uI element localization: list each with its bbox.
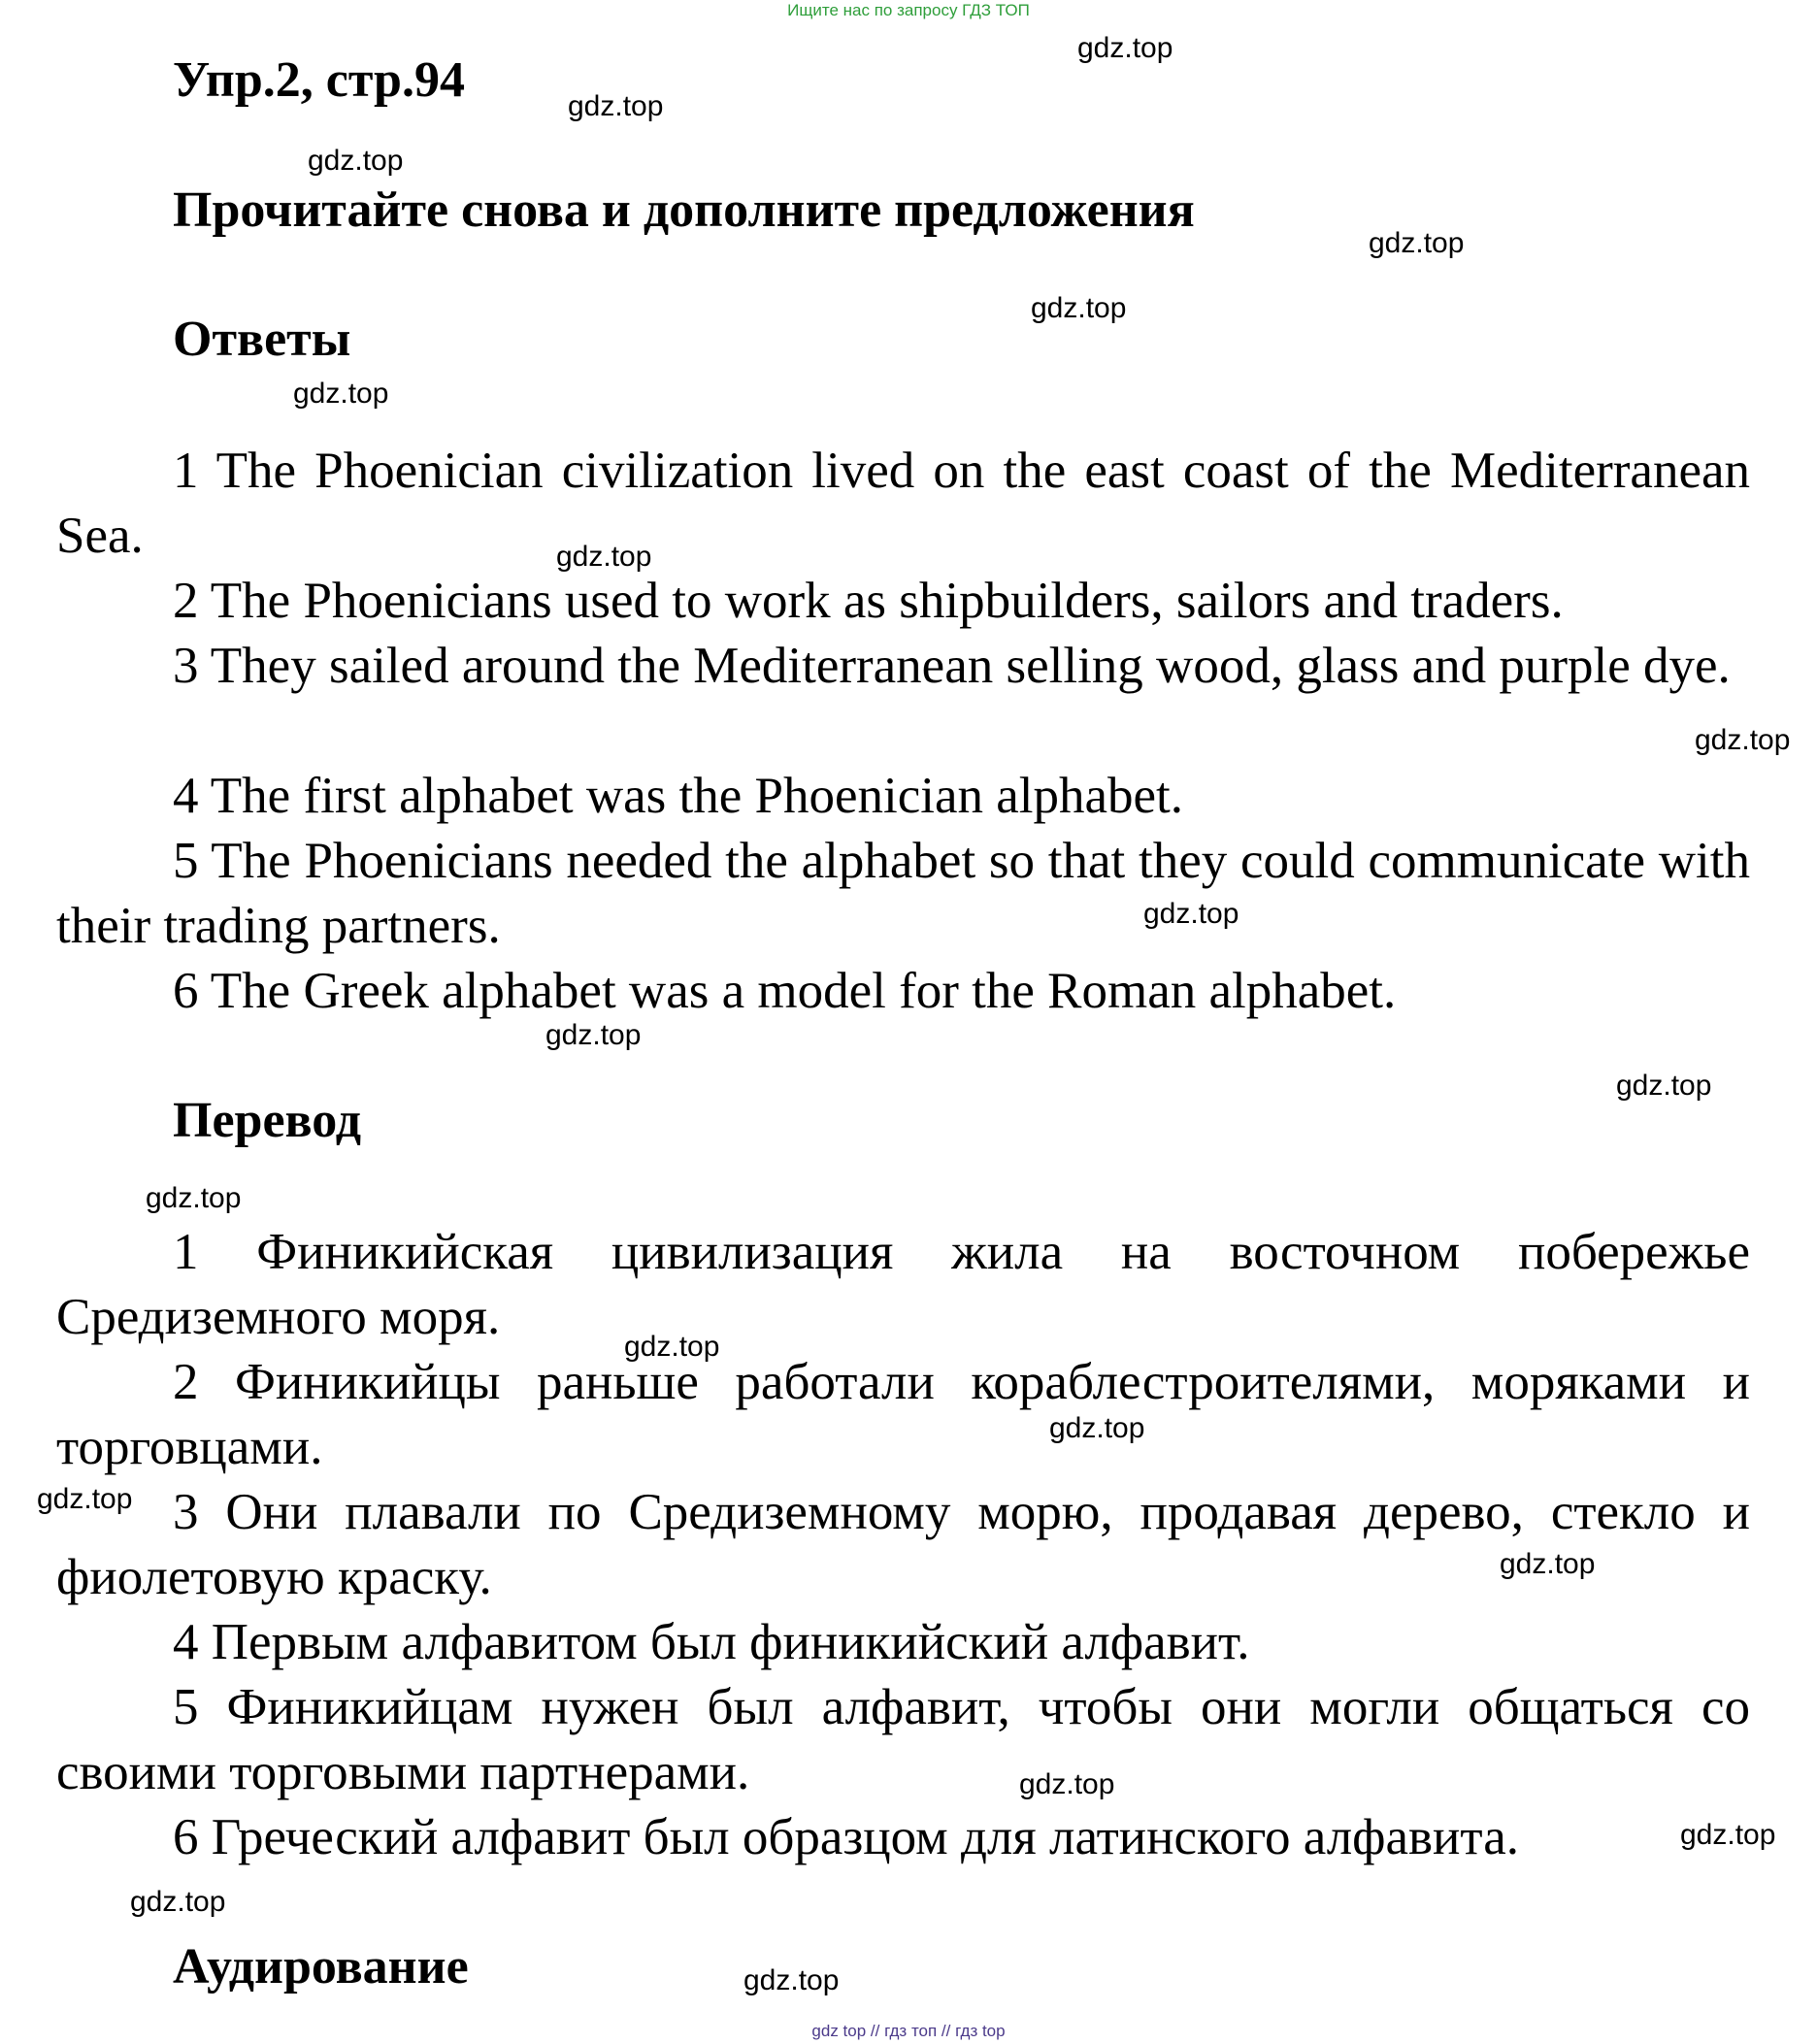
watermark: gdz.top: [1500, 1548, 1596, 1580]
top-banner-link[interactable]: Ищите нас по запросу ГДЗ ТОП: [787, 1, 1030, 19]
watermark: gdz.top: [568, 90, 664, 122]
answer-item: 6 The Greek alphabet was a model for the Roman alphabet.: [173, 963, 1397, 1019]
listening-heading: Аудирование: [173, 1939, 469, 1995]
answer-item: 2 The Phoenicians used to work as shipbuilders, sailors and traders.: [173, 573, 1564, 629]
answer-item: 4 The first alphabet was the Phoenician alphabet.: [173, 768, 1184, 824]
watermark: gdz.top: [146, 1182, 242, 1214]
answer-item: 3 They sailed around the Mediterranean selling wood, glass and purple dye.: [173, 638, 1731, 694]
watermark: gdz.top: [1049, 1412, 1145, 1444]
watermark: gdz.top: [1680, 1819, 1776, 1851]
watermark: gdz.top: [1695, 724, 1791, 756]
answer-item: 1 The Phoenician civilization lived on the east coast of the Mediterranean Sea.: [56, 443, 1750, 564]
translation-item: 5 Финикийцам нужен был алфавит, чтобы они могли общаться со своими торговыми партнерами.: [56, 1679, 1750, 1800]
bottom-banner-link[interactable]: gdz top // гдз топ // гдз top: [811, 2022, 1006, 2040]
watermark: gdz.top: [1077, 32, 1173, 64]
translation-item: 2 Финикийцы раньше работали кораблестроителями, моряками и торговцами.: [56, 1354, 1750, 1475]
exercise-title: Упр.2, стр.94: [173, 52, 465, 108]
watermark: gdz.top: [1019, 1768, 1115, 1800]
watermark: gdz.top: [130, 1886, 226, 1918]
watermark: gdz.top: [545, 1019, 642, 1051]
translation-item: 3 Они плавали по Средиземному морю, продавая дерево, стекло и фиолетовую краску.: [56, 1484, 1750, 1605]
watermark: gdz.top: [1369, 227, 1465, 259]
watermark: gdz.top: [1143, 898, 1239, 930]
watermark: gdz.top: [1616, 1070, 1712, 1102]
answer-item: 5 The Phoenicians needed the alphabet so that they could communicate with their trading partners.: [56, 833, 1750, 954]
translation-item: 6 Греческий алфавит был образцом для латинского алфавита.: [173, 1809, 1520, 1865]
translation-heading: Перевод: [173, 1093, 362, 1148]
watermark: gdz.top: [743, 1964, 840, 1996]
translation-item: 4 Первым алфавитом был финикийский алфавит.: [173, 1614, 1250, 1670]
watermark: gdz.top: [37, 1483, 133, 1515]
watermark: gdz.top: [624, 1331, 720, 1363]
answers-heading: Ответы: [173, 312, 351, 367]
watermark: gdz.top: [556, 541, 652, 573]
watermark: gdz.top: [308, 145, 404, 177]
watermark: gdz.top: [293, 378, 389, 410]
translation-item: 1 Финикийская цивилизация жила на восточном побережье Средиземного моря.: [56, 1224, 1750, 1345]
task-heading: Прочитайте снова и дополните предложения: [173, 182, 1195, 238]
watermark: gdz.top: [1031, 292, 1127, 324]
